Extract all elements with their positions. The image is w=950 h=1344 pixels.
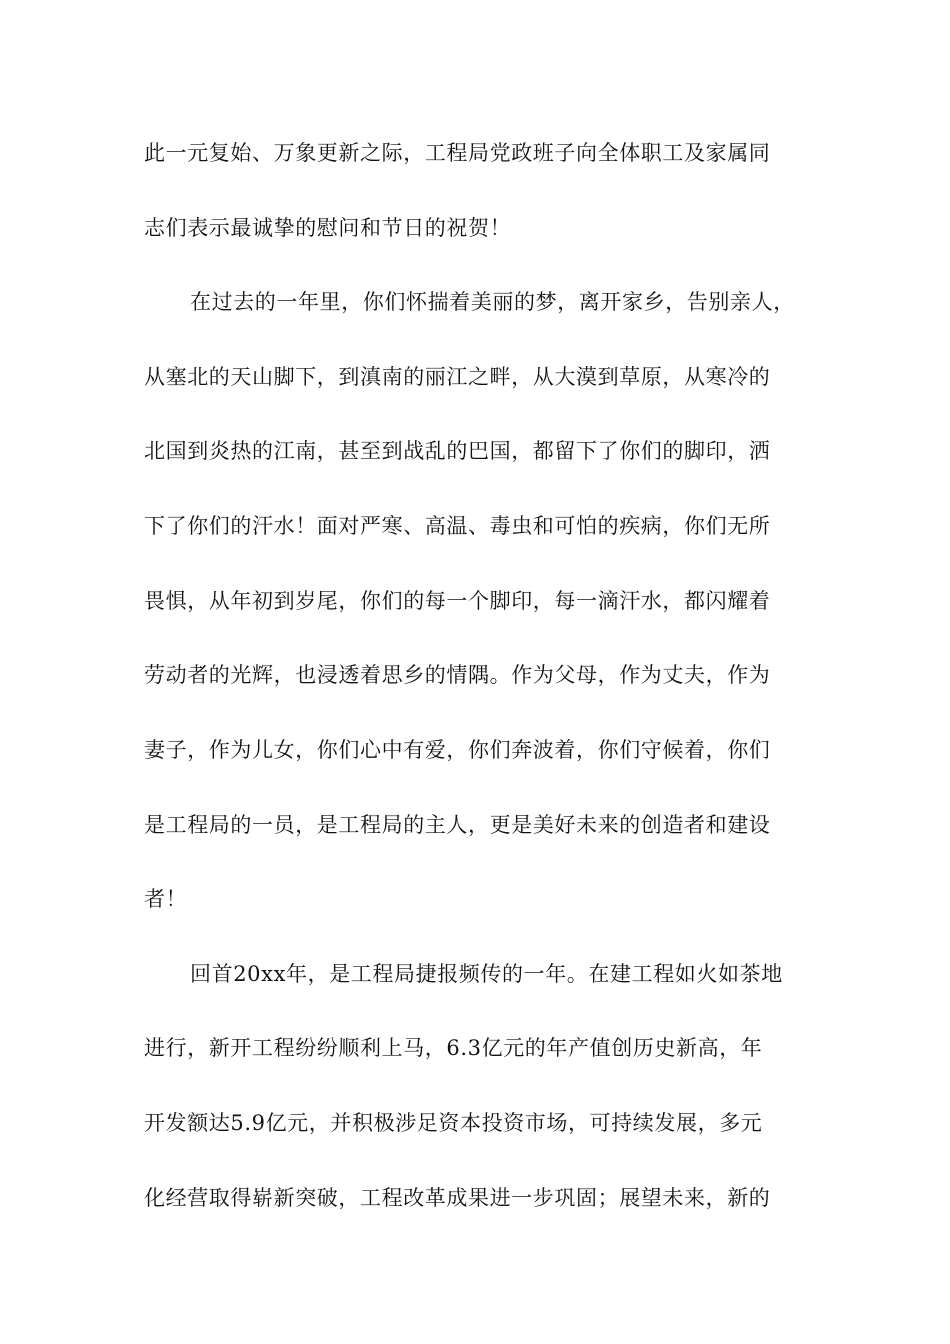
text-line: 者！ [144, 887, 188, 911]
paragraph-first-line: 回首20xx年，是工程局捷报频传的一年。在建工程如火如茶地 [190, 962, 783, 986]
text-line: 劳动者的光辉，也浸透着思乡的情隅。作为父母，作为丈夫，作为 [144, 663, 771, 687]
text-line: 此一元复始、万象更新之际，工程局党政班子向全体职工及家属同 [144, 141, 771, 165]
text-line: 从塞北的天山脚下，到滇南的丽江之畔，从大漠到草原，从寒冷的 [144, 365, 771, 389]
text-line: 志们表示最诚挚的慰问和节日的祝贺！ [144, 216, 512, 240]
text-line: 化经营取得崭新突破，工程改革成果进一步巩固；展望未来，新的 [144, 1186, 771, 1210]
text-line: 是工程局的一员，是工程局的主人，更是美好未来的创造者和建设 [144, 813, 771, 837]
text-line: 畏惧，从年初到岁尾，你们的每一个脚印，每一滴汗水，都闪耀着 [144, 589, 771, 613]
text-line: 下了你们的汗水！面对严寒、高温、毒虫和可怕的疾病，你们无所 [144, 514, 771, 538]
paragraph-first-line: 在过去的一年里，你们怀揣着美丽的梦，离开家乡，告别亲人， [190, 290, 795, 314]
text-line: 妻子，作为儿女，你们心中有爱，你们奔波着，你们守候着，你们 [144, 738, 771, 762]
text-line: 开发额达5.9亿元，并积极涉足资本投资市场，可持续发展，多元 [144, 1111, 763, 1135]
text-line: 北国到炎热的江南，甚至到战乱的巴国，都留下了你们的脚印，洒 [144, 439, 771, 463]
text-line: 进行，新开工程纷纷顺利上马，6.3亿元的年产值创历史新高，年 [144, 1036, 763, 1060]
